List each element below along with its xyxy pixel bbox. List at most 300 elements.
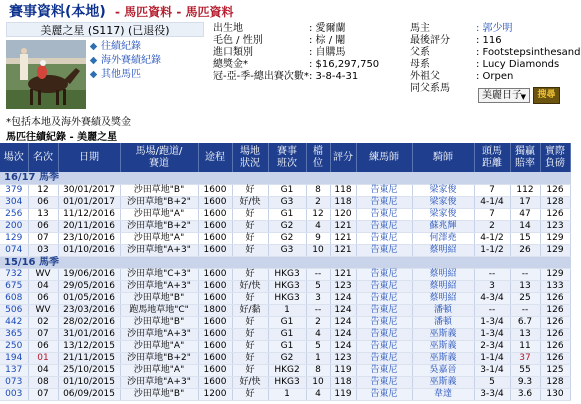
cell-going: 好/黏 xyxy=(232,304,268,316)
same-sire-selected: 美麗日子 xyxy=(482,90,522,101)
owner-value[interactable]: : 郭少明 xyxy=(476,23,513,34)
link-label: 海外賽績紀錄 xyxy=(101,55,161,66)
link-race-record[interactable] xyxy=(90,40,161,54)
cell-draw: 8 xyxy=(306,364,330,376)
column-header-race-no xyxy=(0,143,28,172)
cell-race-class: HKG2 xyxy=(268,364,306,376)
cell-distance: 1600 xyxy=(198,328,232,340)
cell-jockey[interactable]: 巫斯義 xyxy=(412,352,474,364)
table-row xyxy=(0,352,570,364)
link-label: 往績紀錄 xyxy=(101,41,141,52)
cell-actual-weight: 126 xyxy=(540,292,570,304)
cell-race-no[interactable]: 379 xyxy=(0,184,28,196)
column-header-distance xyxy=(198,143,232,172)
cell-lbw: 4-1/4 xyxy=(474,196,510,208)
cell-race-no[interactable]: 365 xyxy=(0,328,28,340)
column-header-text: 賠率 xyxy=(515,157,535,169)
column-header-draw xyxy=(306,143,330,172)
cell-jockey[interactable]: 梁家俊 xyxy=(412,184,474,196)
cell-draw: 5 xyxy=(306,340,330,352)
cell-race-no[interactable]: 304 xyxy=(0,196,28,208)
cell-race-no[interactable]: 675 xyxy=(0,280,28,292)
info-value: : 116 xyxy=(476,35,502,46)
cell-placing: WV xyxy=(28,268,58,280)
cell-win-odds: 55 xyxy=(510,364,540,376)
cell-jockey[interactable]: 潘頓 xyxy=(412,304,474,316)
cell-lbw: 7 xyxy=(474,208,510,220)
cell-going: 好/快 xyxy=(232,280,268,292)
cell-win-odds: 25 xyxy=(510,292,540,304)
column-header-text: 練馬師 xyxy=(369,151,399,163)
cell-draw: 4 xyxy=(306,328,330,340)
cell-trainer[interactable]: 告東尼 xyxy=(356,388,412,400)
cell-trainer[interactable]: 告東尼 xyxy=(356,208,412,220)
column-header-text: 馬場/跑道/ xyxy=(135,145,183,157)
info-label: 冠-亞-季-總出賽次數* xyxy=(213,71,309,82)
cell-course-track: 沙田草地"A+3" xyxy=(120,244,198,256)
cell-rating: 123 xyxy=(330,280,356,292)
cell-actual-weight: 126 xyxy=(540,352,570,364)
cell-course-track: 沙田草地"B" xyxy=(120,292,198,304)
table-row xyxy=(0,268,570,280)
cell-actual-weight: 126 xyxy=(540,328,570,340)
cell-actual-weight: 126 xyxy=(540,208,570,220)
cell-date: 30/01/2017 xyxy=(58,184,120,196)
info-row-dam xyxy=(410,59,581,71)
info-row-owner xyxy=(410,23,581,35)
cell-race-no[interactable]: 200 xyxy=(0,220,28,232)
cell-placing: 13 xyxy=(28,208,58,220)
cell-going: 好 xyxy=(232,340,268,352)
cell-trainer[interactable]: 告東尼 xyxy=(356,244,412,256)
cell-course-track: 沙田草地"B+2" xyxy=(120,352,198,364)
cell-course-track: 沙田草地"B" xyxy=(120,316,198,328)
horse-links xyxy=(90,40,161,82)
cell-trainer[interactable]: 告東尼 xyxy=(356,316,412,328)
cell-race-no[interactable]: 003 xyxy=(0,388,28,400)
cell-placing: 08 xyxy=(28,376,58,388)
info-label: 父系 xyxy=(410,47,430,58)
cell-distance: 1600 xyxy=(198,220,232,232)
cell-race-no[interactable]: 137 xyxy=(0,364,28,376)
info-value: : $16,297,750 xyxy=(309,59,380,70)
cell-win-odds: -- xyxy=(510,304,540,316)
cell-race-class: G1 xyxy=(268,208,306,220)
cell-actual-weight: 126 xyxy=(540,184,570,196)
cell-draw: 5 xyxy=(306,280,330,292)
cell-rating: 124 xyxy=(330,316,356,328)
cell-rating: 124 xyxy=(330,328,356,340)
cell-course-track: 沙田草地"B+2" xyxy=(120,220,198,232)
cell-distance: 1800 xyxy=(198,304,232,316)
cell-jockey[interactable]: 蔡明紹 xyxy=(412,292,474,304)
cell-trainer[interactable]: 告東尼 xyxy=(356,352,412,364)
cell-date: 23/10/2016 xyxy=(58,232,120,244)
same-sire-dropdown[interactable] xyxy=(478,88,530,103)
breadcrumb-item-horse-data[interactable]: 馬匹資料 xyxy=(185,5,234,19)
cell-lbw: 1-3/4 xyxy=(474,328,510,340)
season-header-row xyxy=(0,256,570,268)
cell-win-odds: 3.6 xyxy=(510,388,540,400)
cell-rating: 119 xyxy=(330,388,356,400)
cell-date: 01/05/2016 xyxy=(58,292,120,304)
cell-rating: 123 xyxy=(330,352,356,364)
cell-jockey[interactable]: 蘇兆輝 xyxy=(412,220,474,232)
cell-distance: 1600 xyxy=(198,244,232,256)
cell-win-odds: 9.3 xyxy=(510,376,540,388)
cell-distance: 1200 xyxy=(198,388,232,400)
column-header-text: 位 xyxy=(313,157,323,169)
cell-going: 好 xyxy=(232,268,268,280)
cell-going: 好 xyxy=(232,232,268,244)
column-header-text: 狀況 xyxy=(240,157,260,169)
cell-placing: WV xyxy=(28,304,58,316)
horse-name-bar: 美麗之星 (S117) (已退役) xyxy=(6,22,204,37)
info-label: 毛色 / 性別 xyxy=(213,35,263,46)
cell-jockey[interactable]: 蔡明紹 xyxy=(412,280,474,292)
cell-lbw: 3-3/4 xyxy=(474,388,510,400)
cell-date: 01/01/2017 xyxy=(58,196,120,208)
cell-rating: 119 xyxy=(330,364,356,376)
cell-trainer[interactable]: 告東尼 xyxy=(356,304,412,316)
cell-going: 好 xyxy=(232,352,268,364)
cell-lbw: 1-3/4 xyxy=(474,316,510,328)
cell-jockey[interactable]: 巫斯義 xyxy=(412,328,474,340)
cell-date: 13/12/2015 xyxy=(58,340,120,352)
column-header-text: 名次 xyxy=(33,151,53,163)
table-row xyxy=(0,280,570,292)
cell-race-class: G2 xyxy=(268,220,306,232)
cell-placing: 07 xyxy=(28,388,58,400)
cell-actual-weight: 128 xyxy=(540,196,570,208)
cell-placing: 06 xyxy=(28,292,58,304)
cell-rating: 124 xyxy=(330,304,356,316)
cell-lbw: 3-1/4 xyxy=(474,364,510,376)
column-header-win-odds xyxy=(510,143,540,172)
cell-lbw: 1-1/2 xyxy=(474,244,510,256)
cell-race-class: G3 xyxy=(268,244,306,256)
info-value: : Lucy Diamonds xyxy=(476,59,560,70)
info-label: 母系 xyxy=(410,59,430,70)
cell-actual-weight: 125 xyxy=(540,364,570,376)
cell-jockey[interactable]: 蔡明紹 xyxy=(412,244,474,256)
cell-placing: 04 xyxy=(28,364,58,376)
cell-course-track: 跑馬地草地"C" xyxy=(120,304,198,316)
cell-trainer[interactable]: 告東尼 xyxy=(356,268,412,280)
table-row xyxy=(0,292,570,304)
cell-actual-weight: 133 xyxy=(540,280,570,292)
table-row xyxy=(0,184,570,196)
cell-trainer[interactable]: 告東尼 xyxy=(356,292,412,304)
cell-course-track: 沙田草地"A" xyxy=(120,364,198,376)
section-title: 馬匹往績紀錄 - 美麗之星 xyxy=(6,132,118,143)
link-overseas-record[interactable] xyxy=(90,54,161,68)
link-other-horses[interactable] xyxy=(90,68,161,82)
cell-trainer[interactable]: 告東尼 xyxy=(356,280,412,292)
cell-draw: 10 xyxy=(306,244,330,256)
cell-course-track: 沙田草地"A+3" xyxy=(120,376,198,388)
cell-draw: -- xyxy=(306,268,330,280)
cell-draw: 10 xyxy=(306,376,330,388)
column-header-text: 實際 xyxy=(545,145,565,157)
cell-race-no[interactable]: 129 xyxy=(0,232,28,244)
column-header-trainer xyxy=(356,143,412,172)
cell-race-class: G3 xyxy=(268,196,306,208)
cell-going: 好 xyxy=(232,244,268,256)
cell-draw: 2 xyxy=(306,196,330,208)
column-header-text: 獨贏 xyxy=(515,145,535,157)
cell-placing: 03 xyxy=(28,244,58,256)
cell-race-class: 1 xyxy=(268,304,306,316)
cell-trainer[interactable]: 告東尼 xyxy=(356,340,412,352)
cell-course-track: 沙田草地"A" xyxy=(120,340,198,352)
info-label: 外祖父 xyxy=(410,71,440,82)
cell-trainer[interactable]: 告東尼 xyxy=(356,196,412,208)
cell-draw: 12 xyxy=(306,208,330,220)
stakes-note: *包括本地及海外賽績及獎金 xyxy=(6,117,131,128)
cell-date: 21/11/2015 xyxy=(58,352,120,364)
cell-lbw: 1-1/4 xyxy=(474,352,510,364)
cell-rating: 121 xyxy=(330,232,356,244)
season-label: 15/16 馬季 xyxy=(0,256,570,268)
cell-jockey[interactable]: 韋達 xyxy=(412,388,474,400)
info-label: 總獎金* xyxy=(213,59,248,70)
column-header-text: 賽事 xyxy=(277,145,297,157)
cell-distance: 1600 xyxy=(198,268,232,280)
cell-race-no[interactable]: 506 xyxy=(0,304,28,316)
cell-race-class: G1 xyxy=(268,184,306,196)
cell-placing: 07 xyxy=(28,232,58,244)
link-label: 其他馬匹 xyxy=(101,69,141,80)
bullet-icon xyxy=(90,71,97,78)
cell-win-odds: 37 xyxy=(510,352,540,364)
cell-date: 01/10/2016 xyxy=(58,244,120,256)
horse-info-left xyxy=(213,23,379,83)
info-row-last-rating xyxy=(410,35,581,47)
bullet-icon xyxy=(90,43,97,50)
cell-going: 好 xyxy=(232,220,268,232)
cell-lbw: 4-1/2 xyxy=(474,232,510,244)
table-row xyxy=(0,208,570,220)
cell-course-track: 沙田草地"A" xyxy=(120,232,198,244)
cell-win-odds: 47 xyxy=(510,208,540,220)
cell-win-odds: 13 xyxy=(510,280,540,292)
cell-date: 19/06/2016 xyxy=(58,268,120,280)
cell-lbw: 2 xyxy=(474,220,510,232)
cell-lbw: 5 xyxy=(474,376,510,388)
info-row-colour-sex xyxy=(213,35,379,47)
cell-lbw: 2-3/4 xyxy=(474,340,510,352)
cell-distance: 1600 xyxy=(198,316,232,328)
cell-draw: 9 xyxy=(306,232,330,244)
chevron-down-icon: ▼ xyxy=(520,93,526,101)
cell-jockey[interactable]: 吳嘉晉 xyxy=(412,364,474,376)
table-row xyxy=(0,340,570,352)
cell-actual-weight: 126 xyxy=(540,304,570,316)
cell-race-class: G1 xyxy=(268,328,306,340)
cell-actual-weight: 128 xyxy=(540,376,570,388)
column-header-text: 檔 xyxy=(313,145,323,157)
cell-actual-weight: 129 xyxy=(540,244,570,256)
column-header-text: 距離 xyxy=(482,157,502,169)
cell-placing: 06 xyxy=(28,196,58,208)
cell-course-track: 沙田草地"B" xyxy=(120,184,198,196)
info-row-sire xyxy=(410,47,581,59)
cell-going: 好/快 xyxy=(232,376,268,388)
cell-trainer[interactable]: 告東尼 xyxy=(356,364,412,376)
cell-win-odds: 13 xyxy=(510,328,540,340)
cell-course-track: 沙田草地"C+3" xyxy=(120,268,198,280)
cell-win-odds: 112 xyxy=(510,184,540,196)
cell-race-no[interactable]: 074 xyxy=(0,244,28,256)
cell-race-no[interactable]: 608 xyxy=(0,292,28,304)
cell-draw: 4 xyxy=(306,220,330,232)
cell-win-odds: 26 xyxy=(510,244,540,256)
cell-going: 好 xyxy=(232,316,268,328)
cell-jockey[interactable]: 梁家俊 xyxy=(412,196,474,208)
cell-race-no[interactable]: 194 xyxy=(0,352,28,364)
horse-racing-photo xyxy=(6,40,86,109)
column-header-text: 班次 xyxy=(277,157,297,169)
cell-actual-weight: 129 xyxy=(540,232,570,244)
column-header-text: 賽道 xyxy=(149,157,169,169)
column-header-actual-weight xyxy=(540,143,570,172)
breadcrumb-item-horse-info[interactable]: 馬匹資料 xyxy=(124,5,173,19)
cell-distance: 1600 xyxy=(198,196,232,208)
info-label: 出生地 xyxy=(213,23,243,34)
cell-going: 好 xyxy=(232,208,268,220)
cell-placing: 07 xyxy=(28,328,58,340)
info-label: 最後評分 xyxy=(410,35,450,46)
cell-jockey[interactable]: 潘頓 xyxy=(412,316,474,328)
cell-trainer[interactable]: 告東尼 xyxy=(356,376,412,388)
cell-course-track: 沙田草地"A" xyxy=(120,208,198,220)
cell-distance: 1600 xyxy=(198,352,232,364)
column-header-text: 頭馬 xyxy=(482,145,502,157)
cell-jockey[interactable]: 梁家俊 xyxy=(412,208,474,220)
cell-jockey[interactable]: 巫斯義 xyxy=(412,340,474,352)
cell-draw: 8 xyxy=(306,184,330,196)
cell-distance: 1600 xyxy=(198,292,232,304)
cell-date: 20/11/2016 xyxy=(58,220,120,232)
table-row xyxy=(0,244,570,256)
cell-race-no[interactable]: 256 xyxy=(0,208,28,220)
cell-win-odds: 14 xyxy=(510,220,540,232)
cell-rating: 124 xyxy=(330,340,356,352)
cell-race-no[interactable]: 442 xyxy=(0,316,28,328)
season-label: 16/17 馬季 xyxy=(0,172,570,184)
cell-race-class: HKG3 xyxy=(268,268,306,280)
cell-placing: 01 xyxy=(28,352,58,364)
cell-going: 好 xyxy=(232,364,268,376)
cell-win-odds: 6.7 xyxy=(510,316,540,328)
cell-lbw: 7 xyxy=(474,184,510,196)
column-header-lbw xyxy=(474,143,510,172)
cell-date: 25/10/2015 xyxy=(58,364,120,376)
cell-distance: 1600 xyxy=(198,340,232,352)
cell-course-track: 沙田草地"A+3" xyxy=(120,280,198,292)
cell-rating: 118 xyxy=(330,184,356,196)
cell-draw: 2 xyxy=(306,316,330,328)
cell-course-track: 沙田草地"A+3" xyxy=(120,328,198,340)
column-header-text: 負磅 xyxy=(545,157,565,169)
column-header-text: 場次 xyxy=(3,151,24,163)
cell-race-class: G1 xyxy=(268,340,306,352)
horse-info-right xyxy=(410,23,581,95)
cell-jockey[interactable]: 巫斯義 xyxy=(412,376,474,388)
cell-rating: 118 xyxy=(330,376,356,388)
cell-race-no[interactable]: 732 xyxy=(0,268,28,280)
column-header-text: 日期 xyxy=(79,151,99,163)
column-header-text: 途程 xyxy=(205,151,225,163)
cell-date: 01/10/2015 xyxy=(58,376,120,388)
info-row-total-stakes xyxy=(213,59,379,71)
column-header-rating xyxy=(330,143,356,172)
season-header-row xyxy=(0,172,570,184)
cell-date: 06/09/2015 xyxy=(58,388,120,400)
cell-going: 好 xyxy=(232,388,268,400)
cell-race-class: HKG3 xyxy=(268,280,306,292)
info-value: : 愛爾蘭 xyxy=(309,23,346,34)
column-header-course-track xyxy=(120,143,198,172)
info-value: : Orpen xyxy=(476,71,514,82)
cell-placing: 02 xyxy=(28,316,58,328)
bullet-icon xyxy=(90,57,97,64)
cell-race-class: G2 xyxy=(268,232,306,244)
column-header-text: 評分 xyxy=(333,151,353,163)
cell-race-class: HKG3 xyxy=(268,376,306,388)
cell-jockey[interactable]: 何澤堯 xyxy=(412,232,474,244)
cell-date: 31/01/2016 xyxy=(58,328,120,340)
cell-distance: 1600 xyxy=(198,208,232,220)
cell-placing: 12 xyxy=(28,184,58,196)
cell-rating: 120 xyxy=(330,208,356,220)
cell-date: 29/05/2016 xyxy=(58,280,120,292)
table-row xyxy=(0,376,570,388)
column-header-going xyxy=(232,143,268,172)
cell-jockey[interactable]: 蔡明紹 xyxy=(412,268,474,280)
cell-trainer[interactable]: 告東尼 xyxy=(356,220,412,232)
cell-trainer[interactable]: 告東尼 xyxy=(356,184,412,196)
cell-race-no[interactable]: 250 xyxy=(0,340,28,352)
cell-date: 11/12/2016 xyxy=(58,208,120,220)
column-header-text: 騎師 xyxy=(433,151,453,163)
cell-lbw: -- xyxy=(474,268,510,280)
cell-trainer[interactable]: 告東尼 xyxy=(356,328,412,340)
cell-draw: 3 xyxy=(306,292,330,304)
cell-course-track: 沙田草地"B+2" xyxy=(120,196,198,208)
column-header-date xyxy=(58,143,120,172)
cell-win-odds: 17 xyxy=(510,196,540,208)
cell-rating: 124 xyxy=(330,292,356,304)
cell-lbw: 3 xyxy=(474,280,510,292)
search-button[interactable]: 搜尋 xyxy=(533,87,560,104)
cell-race-no[interactable]: 073 xyxy=(0,376,28,388)
page-title: 賽事資料(本地) xyxy=(9,4,106,20)
info-value: : 3-8-4-31 xyxy=(309,71,359,82)
column-header-race-class xyxy=(268,143,306,172)
cell-draw: -- xyxy=(306,304,330,316)
cell-placing: 06 xyxy=(28,220,58,232)
table-row xyxy=(0,304,570,316)
breadcrumb-separator: - xyxy=(115,5,125,19)
page-header xyxy=(0,0,570,20)
cell-trainer[interactable]: 告東尼 xyxy=(356,232,412,244)
cell-draw: 4 xyxy=(306,388,330,400)
info-label: 同父系馬 xyxy=(410,83,450,94)
info-row-dams-sire xyxy=(410,71,581,83)
cell-win-odds: 11 xyxy=(510,340,540,352)
